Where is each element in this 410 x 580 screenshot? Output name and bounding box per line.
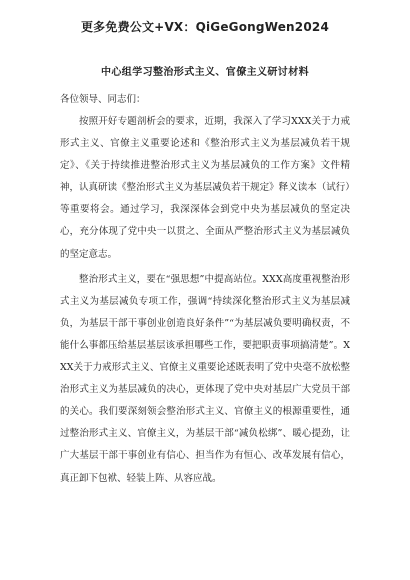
salutation: 各位领导、同志们： xyxy=(60,94,146,105)
promo-header: 更多免费公文+VX：QiGeGongWen2024 xyxy=(80,20,329,34)
document-title: 中心组学习整治形式主义、官僚主义研讨材料 xyxy=(101,67,309,78)
paragraph-1: 按照开好专题剖析会的要求，近期，我深入了学习XXX关于力戒形式主义、官僚主义重要论述和《整治形式主义为基层减负若干规定》、《关于持续推进整治形式主义为基层减负的工作方案》文件精神，认真研读《整治形式主义为基层减负若干规定》释义读本（试行）等重要将会。通过学习，我深深体会到党中央为基层减负的坚定决心，充分体现了党中央一以贯之、全面从严整治形式主义为基层减负的坚定意志。 xyxy=(60,116,350,260)
paragraph-2: 整治形式主义，要在“强思想”中提高站位。XXX高度重视整治形式主义为基层减负专项工作，强调“持续深化整治形式主义为基层减负，为基层干部干事创业创造良好条件”“为基层减负要明确权责，不能什么事都压给基层基层该承担哪些工作，要把职责事项搞清楚”。XXX关于力戒形式主义、官僚主义重要论述既表明了党中央毫不放松整治形式主义为基层减负的决心，更体现了党中央对基层广大党员干部的关心。我们要深刻领会整治形式主义、官僚主义的根源重要性，通过整治形式主义、官僚主义，为基层干部“减负松绑”、暖心提劲，让广大基层干部干事创业有信心、担当作为有恒心、改革发展有信心，真正卸下包袱、轻装上阵、从容应战。 xyxy=(60,273,350,484)
